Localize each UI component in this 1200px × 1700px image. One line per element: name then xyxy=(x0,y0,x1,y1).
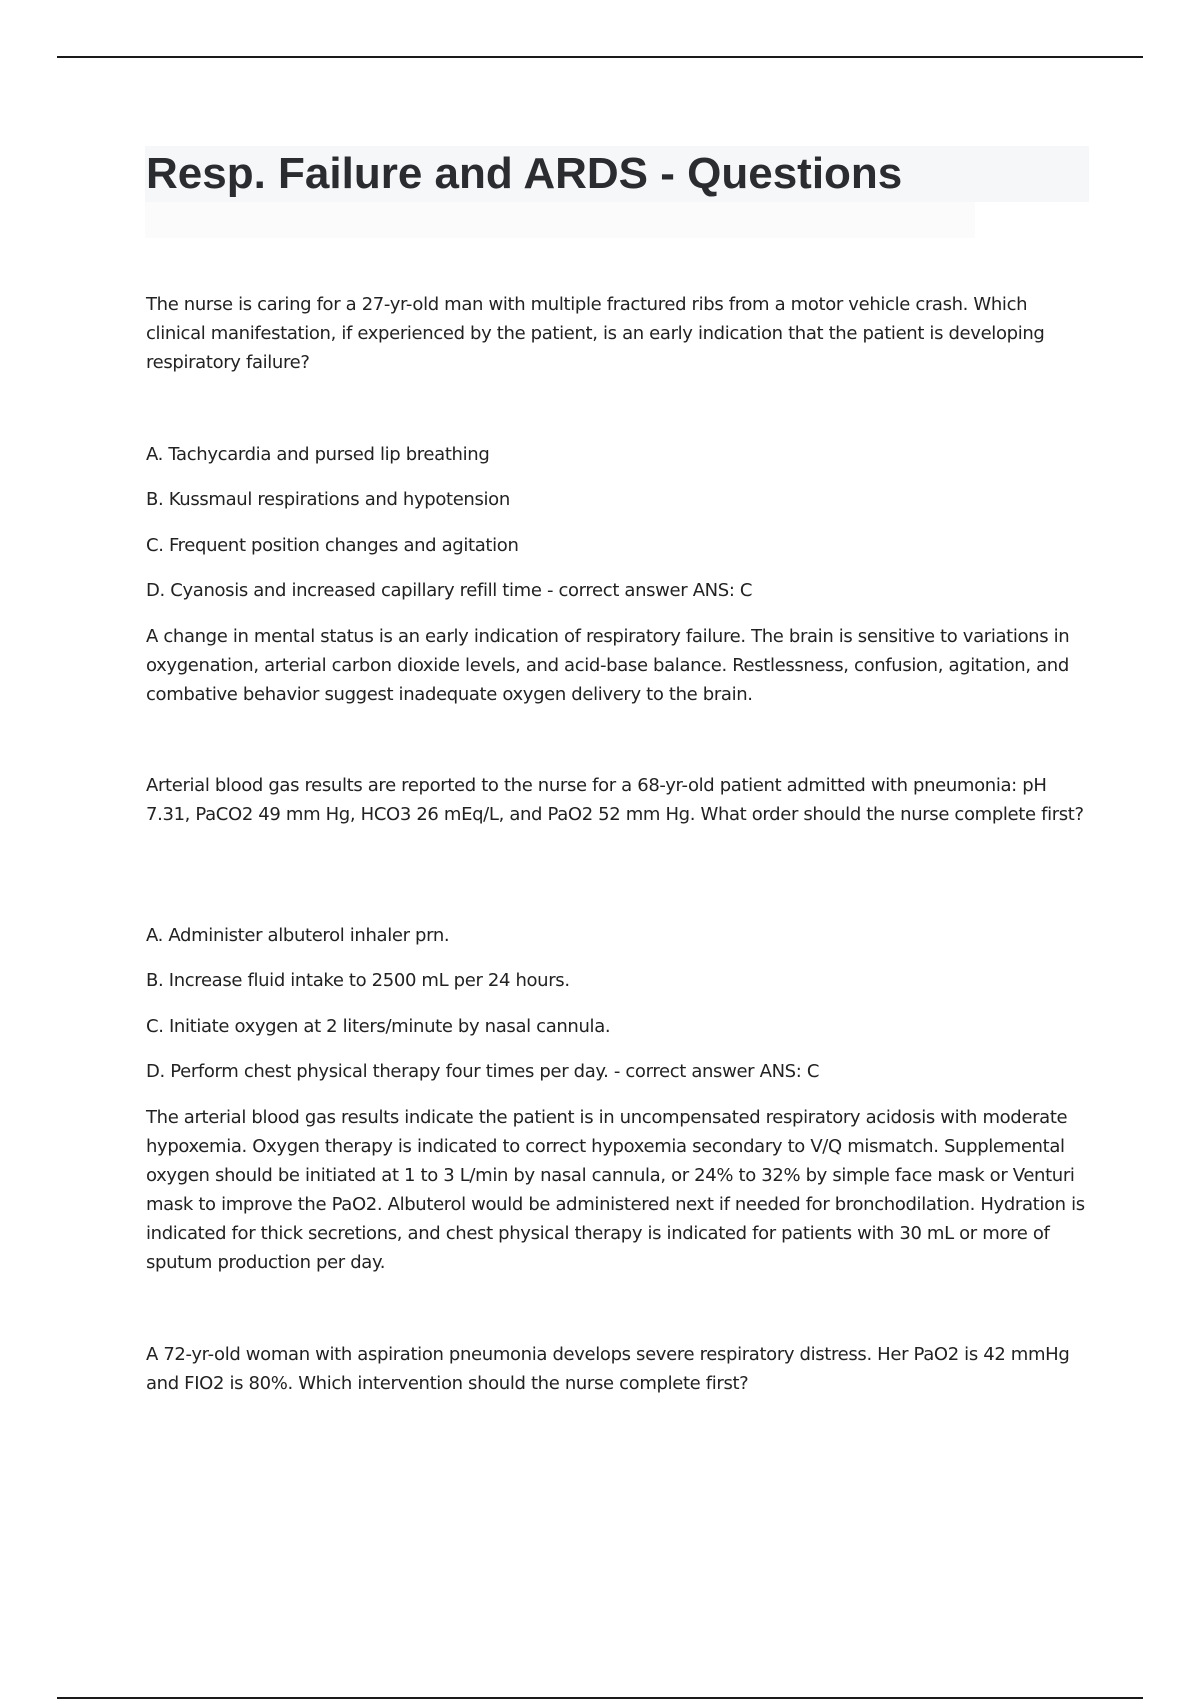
answer-option: D. Perform chest physical therapy four times per day. - correct answer ANS: C xyxy=(146,1061,820,1082)
question-3-stem xyxy=(146,1340,1091,1398)
answer-option: C. Frequent position changes and agitation xyxy=(146,535,519,556)
page-title: Resp. Failure and ARDS - Questions xyxy=(146,149,903,198)
question-1-option-b xyxy=(146,485,1091,514)
answer-option: A. Tachycardia and pursed lip breathing xyxy=(146,444,490,465)
rationale-text: A change in mental status is an early indication of respiratory failure. The brain is sensitive to variations in oxygenation, arterial carbon dioxide levels, and acid-base balance. Restlessness, confusion, agitation, and combative behavior suggest inadequate oxygen delivery to the brain. xyxy=(146,626,1070,705)
question-1-option-a xyxy=(146,440,1091,469)
question-text: The nurse is caring for a 27-yr-old man with multiple fractured ribs from a motor vehicle crash. Which clinical manifestation, if experienced by the patient, is an early indication that the patient is developing respiratory failure? xyxy=(146,294,1045,373)
question-1-option-c xyxy=(146,531,1091,560)
footer-divider xyxy=(57,1697,1143,1699)
question-2-option-a xyxy=(146,921,1091,950)
question-2-rationale xyxy=(146,1103,1091,1277)
title-highlight-shadow xyxy=(145,202,975,238)
rationale-text: The arterial blood gas results indicate the patient is in uncompensated respiratory acidosis with moderate hypoxemia. Oxygen therapy is indicated to correct hypoxemia secondary to V/Q mismatch. Supplemental oxygen should be initiated at 1 to 3 L/min by nasal cannula, or 24% to 32% by simple face mask or Venturi mask to improve the PaO2. Albuterol would be administered next if needed for bronchodilation. Hydration is indicated for thick secretions, and chest physical therapy is indicated for patients with 30 mL or more of sputum production per day. xyxy=(146,1107,1085,1273)
answer-option: C. Initiate oxygen at 2 liters/minute by nasal cannula. xyxy=(146,1016,611,1037)
question-text: A 72-yr-old woman with aspiration pneumonia develops severe respiratory distress. Her PaO2 is 42 mmHg and FIO2 is 80%. Which intervention should the nurse complete first? xyxy=(146,1344,1070,1394)
answer-option: A. Administer albuterol inhaler prn. xyxy=(146,925,450,946)
question-text: Arterial blood gas results are reported to the nurse for a 68-yr-old patient admitted with pneumonia: pH 7.31, PaCO2 49 mm Hg, HCO3 26 mEq/L, and PaO2 52 mm Hg. What order should the nurse complete first? xyxy=(146,775,1084,825)
question-1-rationale xyxy=(146,622,1091,709)
question-2-option-b xyxy=(146,966,1091,995)
question-2-option-d xyxy=(146,1057,1091,1086)
question-2-stem xyxy=(146,771,1091,829)
answer-option: B. Kussmaul respirations and hypotension xyxy=(146,489,510,510)
question-1-stem xyxy=(146,290,1091,377)
question-1-option-d xyxy=(146,576,1091,605)
header-divider xyxy=(57,56,1143,58)
answer-option: B. Increase fluid intake to 2500 mL per 24 hours. xyxy=(146,970,570,991)
question-2-option-c xyxy=(146,1012,1091,1041)
answer-option: D. Cyanosis and increased capillary refill time - correct answer ANS: C xyxy=(146,580,753,601)
